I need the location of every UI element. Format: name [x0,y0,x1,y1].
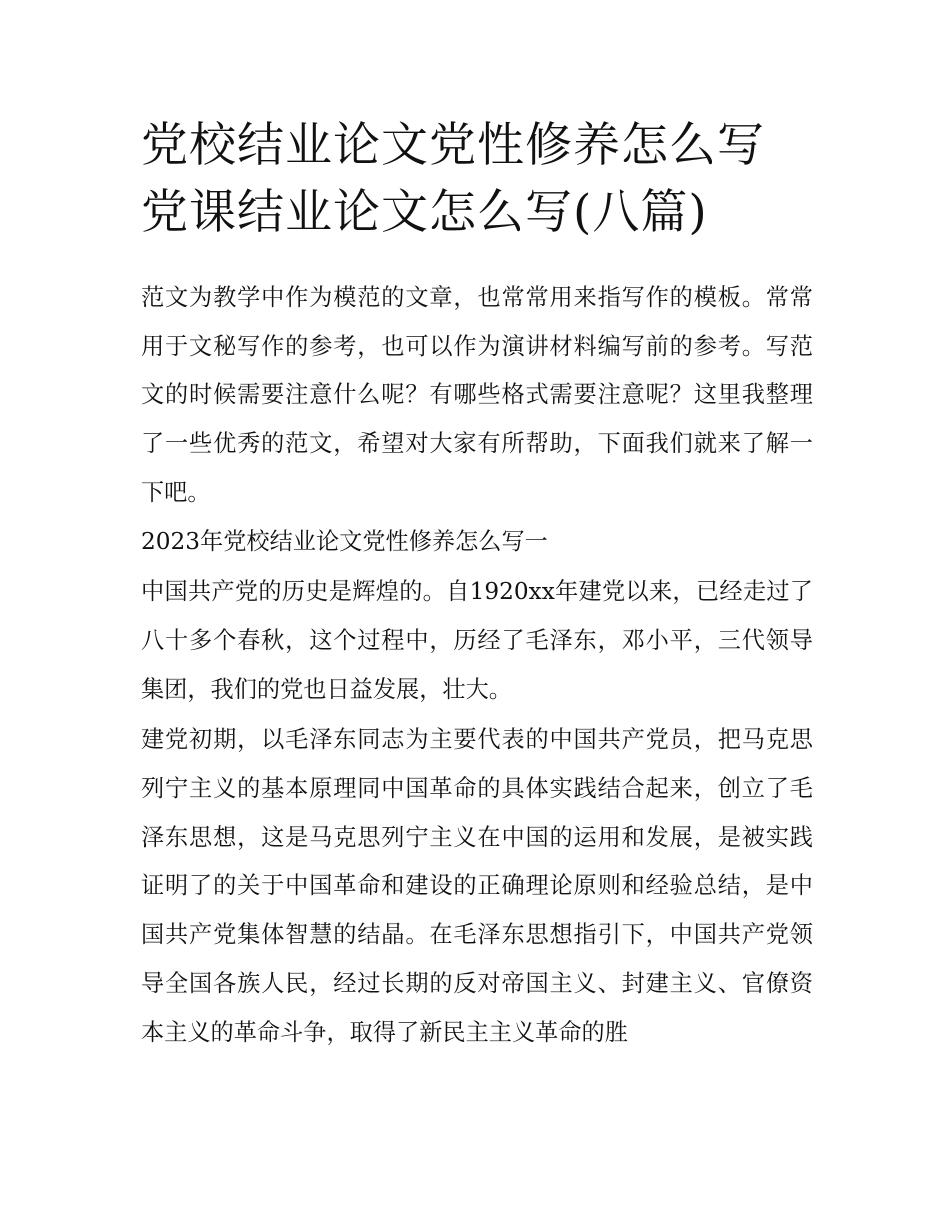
body-paragraph-2: 建党初期，以毛泽东同志为主要代表的中国共产党员，把马克思列宁主义的基本原理同中国革命的具体实践结合起来，创立了毛泽东思想，这是马克思列宁主义在中国的运用和发展，是被实践证明了的关于中国革命和建设的正确理论原则和经验总结，是中国共产党集体智慧的结晶。在毛泽东思想指引下，中国共产党领导全国各族人民，经过长期的反对帝国主义、封建主义、官僚资本主义的革命斗争，取得了新民主主义革命的胜 [141,726,813,1046]
intro-paragraph: 范文为教学中作为模范的文章，也常常用来指写作的模板。常常用于文秘写作的参考，也可以作为演讲材料编写前的参考。写范文的时候需要注意什么呢？有哪些格式需要注意呢？这里我整理了一些优秀的范文，希望对大家有所帮助，下面我们就来了解一下吧。 [141,284,813,506]
title-line-1: 党校结业论文党性修养怎么写 [141,118,765,173]
title-line-2: 党课结业论文怎么写(八篇) [141,185,708,240]
section-heading: 2023年党校结业论文党性修养怎么写一 [141,527,548,555]
body-paragraph-1: 中国共产党的历史是辉煌的。自1920xx年建党以来，已经走过了八十多个春秋，这个过程中，历经了毛泽东，邓小平，三代领导集团，我们的党也日益发展，壮大。 [141,578,813,703]
document-body [141,112,813,1057]
document-title [141,112,813,246]
